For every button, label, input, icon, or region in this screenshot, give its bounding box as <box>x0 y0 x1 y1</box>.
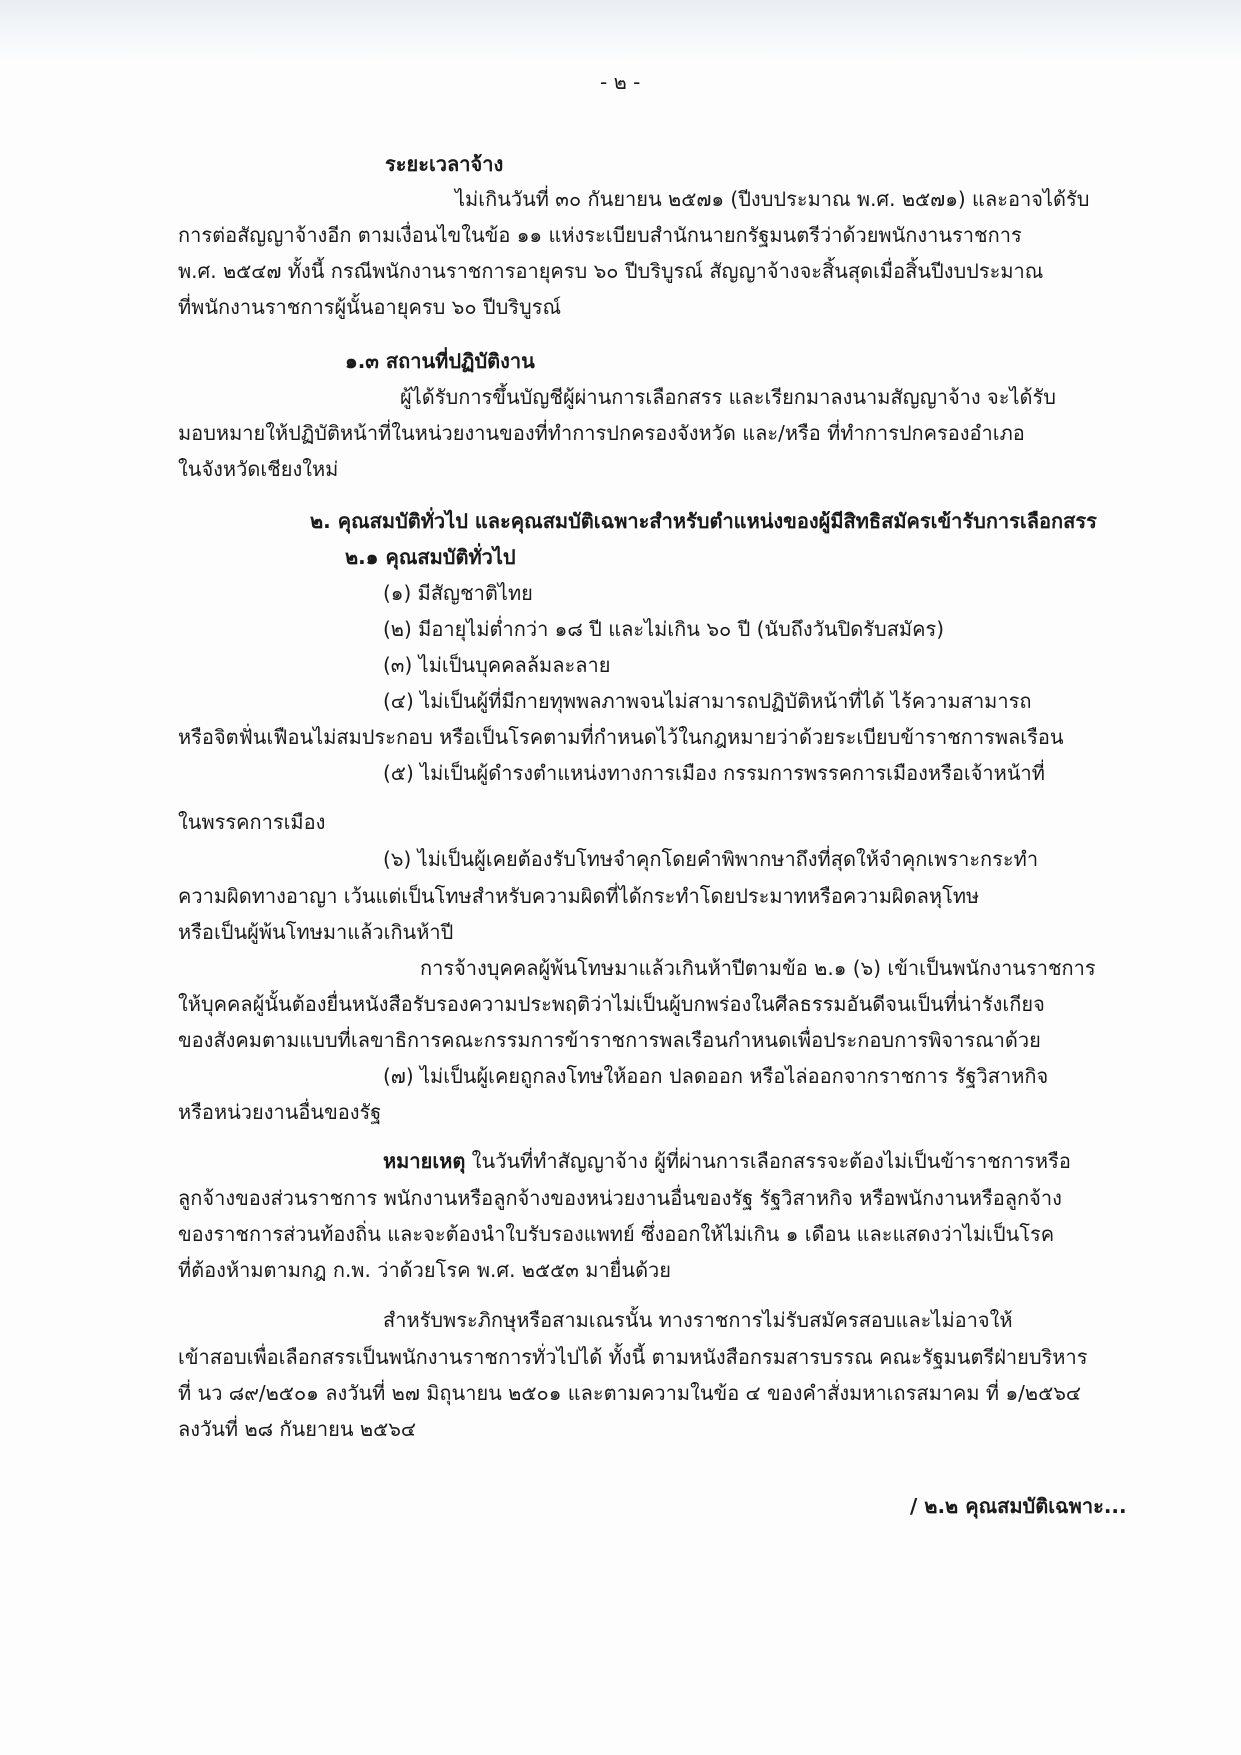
note-line: ลูกจ้างของส่วนราชการ พนักงานหรือลูกจ้างของหน่วยงานอื่นของรัฐ รัฐวิสาหกิจ หรือพนักงานหรือลูกจ้าง <box>178 1186 1062 1210</box>
qualification-item: (๑) มีสัญชาติไทย <box>383 581 533 605</box>
note-line <box>383 1147 1071 1175</box>
note-label: หมายเหตุ <box>383 1149 466 1173</box>
qualification-item: ให้บุคคลผู้นั้นต้องยื่นหนังสือรับรองความประพฤติว่าไม่เป็นผู้บกพร่องในศีลธรรมอันดีจนเป็นที่น่ารังเกียจ <box>178 992 1045 1016</box>
continuation-reference: / ๒.๒ คุณสมบัติเฉพาะ... <box>910 1494 1127 1518</box>
duration-line: การต่อสัญญาจ้างอีก ตามเงื่อนไขในข้อ ๑๑ แห่งระเบียบสำนักนายกรัฐมนตรีว่าด้วยพนักงานราชการ <box>178 223 1022 247</box>
note-line: ของราชการส่วนท้องถิ่น และจะต้องนำใบรับรองแพทย์ ซึ่งออกให้ไม่เกิน ๑ เดือน และแสดงว่าไม่เป็นโรค <box>178 1222 1055 1246</box>
qualification-item: ของสังคมตามแบบที่เลขาธิการคณะกรรมการข้าราชการพลเรือนกำหนดเพื่อประกอบการพิจารณาด้วย <box>178 1028 1041 1052</box>
qualifications-heading: ๒. คุณสมบัติทั่วไป และคุณสมบัติเฉพาะสำหรับตำแหน่งของผู้มีสิทธิสมัครเข้ารับการเลือกสรร <box>310 509 1097 533</box>
duration-heading: ระยะเวลาจ้าง <box>385 152 504 176</box>
qualification-item: (๖) ไม่เป็นผู้เคยต้องรับโทษจำคุกโดยคำพิพากษาถึงที่สุดให้จำคุกเพราะกระทำ <box>383 847 1039 871</box>
workplace-line: ผู้ได้รับการขึ้นบัญชีผู้ผ่านการเลือกสรร และเรียกมาลงนามสัญญาจ้าง จะได้รับ <box>400 385 1056 409</box>
workplace-line: มอบหมายให้ปฏิบัติหน้าที่ในหน่วยงานของที่ทำการปกครองจังหวัด และ/หรือ ที่ทำการปกครองอำเภอ <box>178 421 1025 445</box>
scan-edge <box>0 0 1241 60</box>
note-text: ในวันที่ทำสัญญาจ้าง ผู้ที่ผ่านการเลือกสรรจะต้องไม่เป็นข้าราชการหรือ <box>465 1149 1071 1173</box>
workplace-line: ในจังหวัดเชียงใหม่ <box>178 457 339 481</box>
monk-line: สำหรับพระภิกษุหรือสามเณรนั้น ทางราชการไม่รับสมัครสอบและไม่อาจให้ <box>383 1308 1013 1332</box>
qualification-item: ในพรรคการเมือง <box>178 810 326 834</box>
qualification-item: (๒) มีอายุไม่ต่ำกว่า ๑๘ ปี และไม่เกิน ๖๐ ปี (นับถึงวันปิดรับสมัคร) <box>383 617 945 641</box>
monk-line: ที่ นว ๘๙/๒๕๐๑ ลงวันที่ ๒๗ มิถุนายน ๒๕๐๑ และตามความในข้อ ๔ ของคำสั่งมหาเถรสมาคม ที่ ๑/๒๕๖๔ <box>178 1381 1082 1405</box>
general-qualifications-heading: ๒.๑ คุณสมบัติทั่วไป <box>345 545 516 569</box>
monk-line: เข้าสอบเพื่อเลือกสรรเป็นพนักงานราชการทั่วไปได้ ทั้งนี้ ตามหนังสือกรมสารบรรณ คณะรัฐมนตรีฝ่ายบริหาร <box>178 1345 1088 1369</box>
qualification-item: (๗) ไม่เป็นผู้เคยถูกลงโทษให้ออก ปลดออก หรือไล่ออกจากราชการ รัฐวิสาหกิจ <box>383 1064 1049 1088</box>
workplace-heading: ๑.๓ สถานที่ปฏิบัติงาน <box>345 349 535 373</box>
qualification-item: (๔) ไม่เป็นผู้ที่มีกายทุพพลภาพจนไม่สามารถปฏิบัติหน้าที่ได้ ไร้ความสามารถ <box>383 689 1032 713</box>
qualification-item: หรือหน่วยงานอื่นของรัฐ <box>178 1100 382 1124</box>
qualification-item: (๕) ไม่เป็นผู้ดำรงตำแหน่งทางการเมือง กรรมการพรรคการเมืองหรือเจ้าหน้าที่ <box>383 761 1045 785</box>
qualification-item: (๓) ไม่เป็นบุคคลล้มละลาย <box>383 653 611 677</box>
qualification-item: หรือเป็นผู้พ้นโทษมาแล้วเกินห้าปี <box>178 920 454 944</box>
duration-line: ที่พนักงานราชการผู้นั้นอายุครบ ๖๐ ปีบริบูรณ์ <box>178 295 562 319</box>
note-line: ที่ต้องห้ามตามกฎ ก.พ. ว่าด้วยโรค พ.ศ. ๒๕๕๓ มายื่นด้วย <box>178 1258 672 1282</box>
duration-line: พ.ศ. ๒๕๔๗ ทั้งนี้ กรณีพนักงานราชการอายุครบ ๖๐ ปีบริบูรณ์ สัญญาจ้างจะสิ้นสุดเมื่อสิ้นปีงบประมาณ <box>178 259 1044 283</box>
qualification-item: หรือจิตฟั่นเฟือนไม่สมประกอบ หรือเป็นโรคตามที่กำหนดไว้ในกฎหมายว่าด้วยระเบียบข้าราชการพลเรือน <box>178 725 1064 749</box>
duration-line: ไม่เกินวันที่ ๓๐ กันยายน ๒๕๗๑ (ปีงบประมาณ พ.ศ. ๒๕๗๑) และอาจได้รับ <box>455 187 1090 211</box>
qualification-item: ความผิดทางอาญา เว้นแต่เป็นโทษสำหรับความผิดที่ได้กระทำโดยประมาทหรือความผิดลหุโทษ <box>178 884 980 908</box>
monk-line: ลงวันที่ ๒๘ กันยายน ๒๕๖๔ <box>178 1417 417 1441</box>
page-number: - ๒ - <box>600 70 641 94</box>
qualification-item: การจ้างบุคคลผู้พ้นโทษมาแล้วเกินห้าปีตามข้อ ๒.๑ (๖) เข้าเป็นพนักงานราชการ <box>420 956 1096 980</box>
